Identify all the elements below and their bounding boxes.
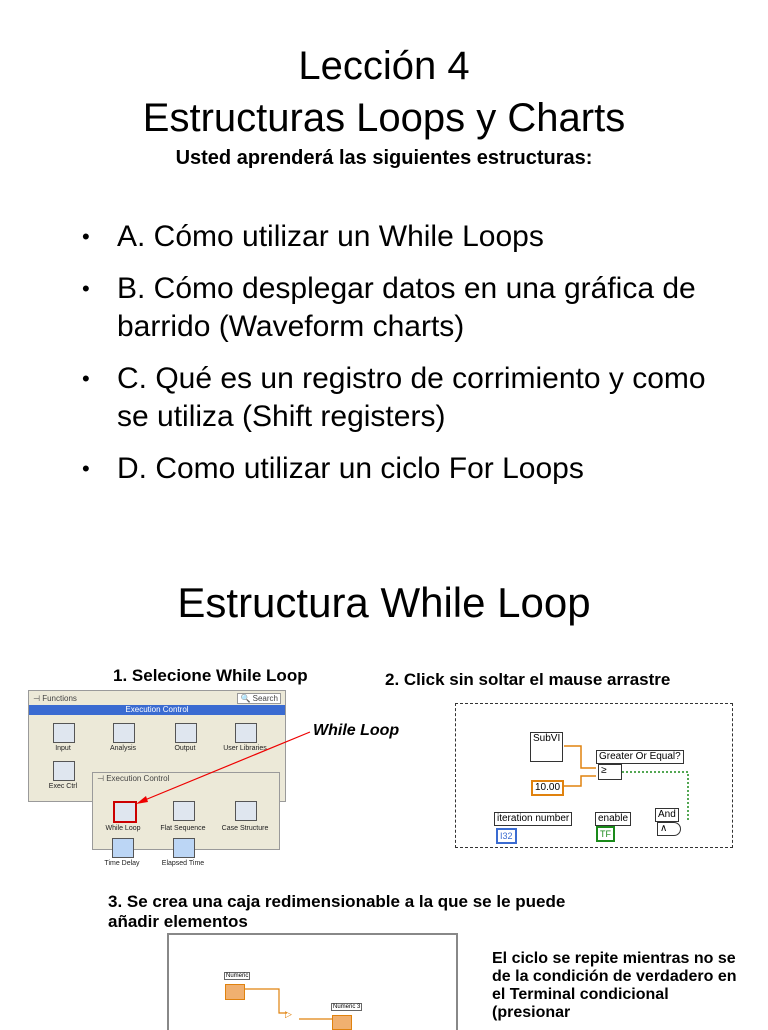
pointer-arrow [130,728,320,808]
list-item [82,450,742,488]
elapsed-time-icon[interactable] [173,838,195,858]
bullet-text: A. Cómo utilizar un While Loops [117,220,544,253]
palette-header [29,691,285,705]
loop-note: El ciclo se repite mientras no se de la condición de verdadero en el Terminal condicional (presionar [492,950,737,1021]
add-icon: ▷ [285,1009,292,1019]
and-gate-icon: ∧ [657,822,681,836]
subvi-node: SubVI [530,732,563,762]
loop-wires [169,935,456,1030]
bullet-text: B. Cómo desplegar datos en una gráfica de barrido (Waveform charts) [117,272,696,343]
exec-ctrl-icon[interactable] [53,761,75,781]
step2-caption: 2. Click sin soltar el mause arrastre [385,670,671,689]
list-item [82,218,742,256]
step3-caption: 3. Se crea una caja redimensionable a la que se le puede añadir elementos [108,892,566,931]
bullet-text: D. Como utilizar un ciclo For Loops [117,452,584,485]
palette-item-label: While Loop [105,825,141,832]
numeric-terminal [225,984,245,1000]
enable-label: enable [595,812,631,826]
iteration-label: iteration number [494,812,572,826]
palette-item-label: Elapsed Time [161,860,205,867]
list-item [82,360,742,436]
greater-label: Greater Or Equal? [596,750,684,764]
palette-item-label: Time Delay [104,860,140,867]
palette-item-label: Case Structure [221,825,269,832]
and-label: And [655,808,679,822]
subtitle: Usted aprenderá las siguientes estructuras: [175,147,593,169]
palette-category-bar: Execution Control [29,705,285,715]
search-button[interactable]: 🔍 Search [237,693,281,704]
comparator-icon: ≥ [598,764,622,780]
bullet-list [82,218,742,502]
input-icon[interactable] [53,723,75,743]
numeric-label: Numeric [226,973,249,979]
palette-title: ⊣ Functions [33,693,77,703]
bullet-icon: • [82,456,90,481]
step1-caption: 1. Selecione While Loop [113,666,308,685]
constant-node: 10.00 [531,780,564,796]
bullet-icon: • [82,224,90,249]
list-item [82,270,742,346]
page-title-line2: Estructuras Loops y Charts [142,96,626,140]
palette-item-label: Input [55,745,71,752]
bullet-text: C. Qué es un registro de corrimiento y como se utiliza (Shift registers) [117,362,706,433]
numeric3-label: Numeric 3 [333,1004,361,1010]
i32-terminal: I32 [496,828,517,844]
page-title: Lección 4 [298,44,470,88]
while-loop-callout: While Loop [313,722,400,739]
palette-item-label: Flat Sequence [160,825,206,832]
numeric3-terminal [332,1015,352,1030]
bullet-icon: • [82,276,90,301]
tf-terminal: TF [596,826,615,842]
section-title: Estructura While Loop [177,579,591,626]
time-delay-icon[interactable] [112,838,134,858]
sub-palette-header: ⊣ Execution Control [97,774,170,783]
bullet-icon: • [82,366,90,391]
palette-item-label: Analysis [109,745,137,752]
loop-screenshot [167,933,458,1030]
palette-item-label: Exec Ctrl [48,783,78,790]
block-diagram [455,703,733,848]
palette-item-label: User Libraries [223,745,267,752]
palette-item-label: Output [174,745,196,752]
